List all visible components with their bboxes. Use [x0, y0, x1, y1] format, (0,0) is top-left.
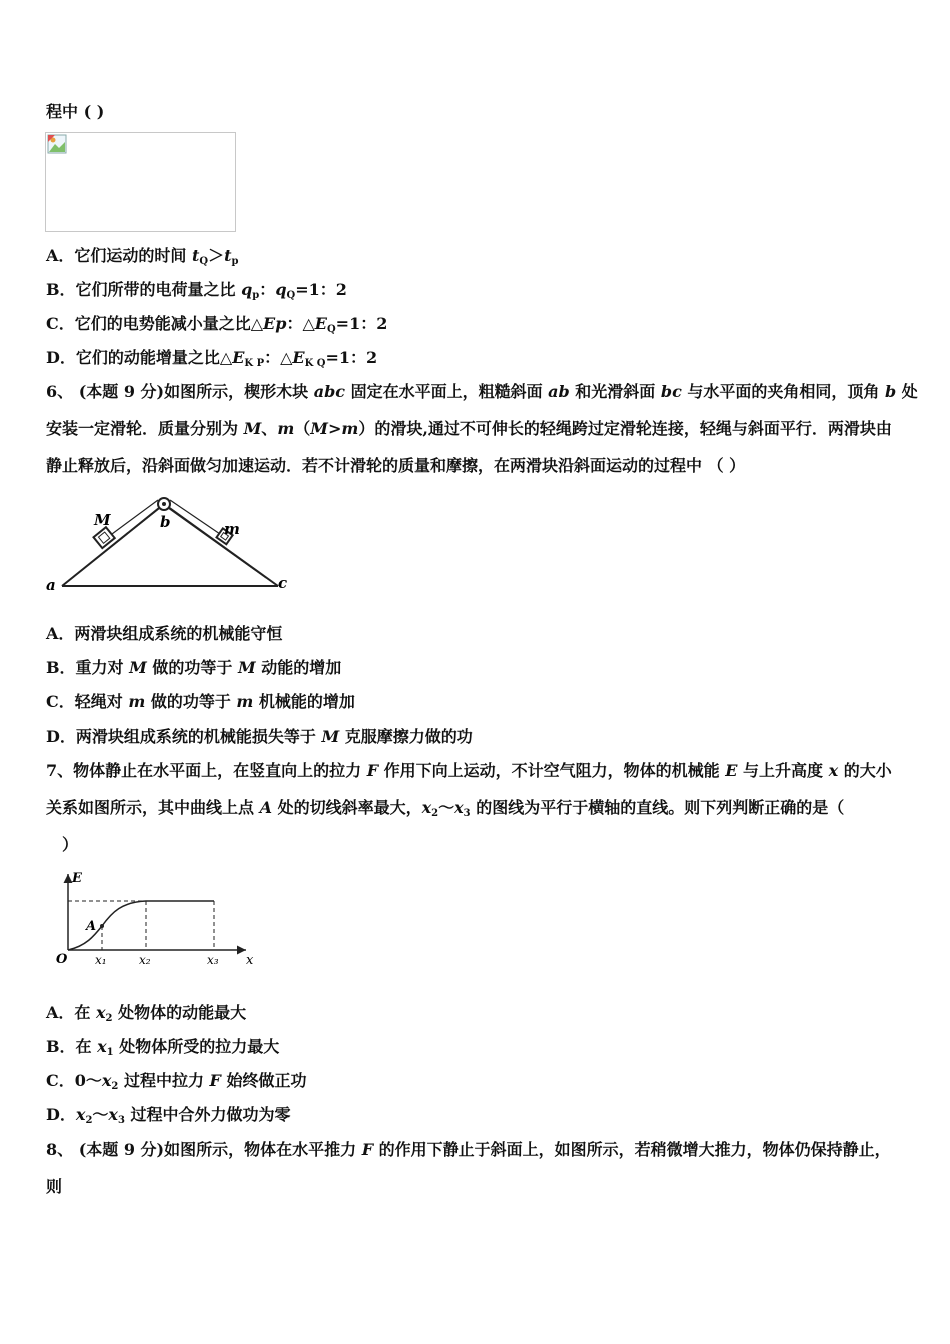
- label-m: m: [224, 520, 240, 538]
- q5-option-c: [46, 314, 387, 340]
- subscript: p: [252, 290, 260, 301]
- option-label: A．它们运动的时间: [46, 246, 192, 265]
- text: 关系如图所示，其中曲线上点: [46, 798, 260, 817]
- point-A: [100, 924, 104, 928]
- incline-bc-inner: [168, 508, 266, 578]
- var: F: [209, 1071, 221, 1090]
- subscript: 2: [85, 1115, 93, 1126]
- text: 8、 (本题 9 分)如图所示，物体在水平推力: [46, 1140, 362, 1159]
- option-label: C．它们的电势能减小量之比△: [46, 314, 264, 333]
- text: 则: [46, 1177, 63, 1196]
- label-b: b: [160, 513, 171, 531]
- text: 始终做正功: [220, 1071, 307, 1090]
- var: x: [108, 1105, 118, 1124]
- var: x: [96, 1003, 106, 1022]
- ratio: =1：2: [325, 348, 378, 367]
- var: E: [725, 761, 738, 780]
- text: 的滑块,通过不可伸长的轻绳跨过定滑轮连接，轻绳与斜面平行．两滑块由: [374, 419, 892, 438]
- var: x: [101, 1071, 112, 1090]
- text: C．0～: [46, 1071, 102, 1090]
- q7-stem-line-2: [46, 798, 844, 824]
- fragment-text: 程中 ( ): [46, 102, 105, 121]
- text: ）: [358, 419, 375, 438]
- q7-stem-line-1: [46, 761, 892, 781]
- q7-option-c: [46, 1071, 306, 1097]
- var: M: [321, 727, 340, 746]
- var: M: [237, 658, 256, 677]
- subscript: 2: [111, 1081, 119, 1092]
- ratio: =1：2: [295, 280, 347, 299]
- var: m: [128, 692, 146, 711]
- text: 静止释放后，沿斜面做匀加速运动．若不计滑轮的质量和摩擦，在两滑块沿斜面运动的过程中 （ ）: [46, 456, 746, 475]
- var: m: [277, 419, 295, 438]
- label-a: a: [46, 576, 56, 594]
- option-label: B．它们所带的电荷量之比: [46, 280, 242, 299]
- var: E: [314, 314, 327, 333]
- q6-option-b: [46, 658, 341, 678]
- operator: ＞: [208, 246, 225, 265]
- q5-option-d: [46, 348, 377, 374]
- subscript: Q: [199, 256, 209, 267]
- var: x: [97, 1037, 107, 1056]
- text: 的作用下静止于斜面上，如图所示，若稍微增大推力，物体仍保持静止，: [373, 1140, 891, 1159]
- text: 机械能的增加: [253, 692, 355, 711]
- operator: ：△: [286, 314, 315, 333]
- text: 的图线为平行于横轴的直线。则下列判断正确的是（: [470, 798, 845, 817]
- text: ～: [92, 1105, 109, 1124]
- text: 做的功等于: [146, 658, 238, 677]
- text: C．轻绳对: [46, 692, 129, 711]
- q7-option-d: [46, 1105, 291, 1131]
- text: ）: [62, 835, 79, 854]
- var: t: [192, 246, 200, 265]
- var: F: [361, 1140, 374, 1159]
- label-M: M: [94, 511, 111, 529]
- var: abc: [313, 382, 345, 401]
- subscript: p: [231, 256, 239, 267]
- var: m: [236, 692, 254, 711]
- wedge-side-bc: [164, 504, 278, 586]
- var: A: [259, 798, 272, 817]
- text: 与水平面的夹角相同，顶角: [681, 382, 885, 401]
- var: M>m: [310, 419, 359, 438]
- subscript: 3: [117, 1115, 125, 1126]
- incline-ab-inner: [72, 508, 160, 578]
- q6-stem-line-2: [46, 419, 892, 439]
- text: 处物体所受的拉力最大: [113, 1037, 280, 1056]
- option-label: A．两滑块组成系统的机械能守恒: [46, 624, 283, 643]
- x-label: x: [246, 953, 254, 968]
- var: q: [241, 280, 253, 299]
- q8-stem-line-2: [46, 1177, 62, 1197]
- subscript: K P: [244, 358, 265, 369]
- rope-right: [170, 500, 220, 534]
- q7-option-a: [46, 1003, 246, 1029]
- var: M: [243, 419, 262, 438]
- text: 处: [896, 382, 918, 401]
- text: D．: [46, 1105, 76, 1124]
- text: B．在: [46, 1037, 98, 1056]
- q5-option-b: [46, 280, 347, 306]
- subscript: K Q: [304, 358, 326, 369]
- operator: ：△: [264, 348, 293, 367]
- option-label: D．它们的动能增量之比△: [46, 348, 233, 367]
- var: M: [129, 658, 147, 677]
- var: E: [232, 348, 245, 367]
- text: 处物体的动能最大: [112, 1003, 247, 1022]
- subscript: 3: [463, 808, 471, 819]
- rope-left: [112, 500, 158, 534]
- subscript: 2: [431, 808, 439, 819]
- text: ～: [438, 798, 455, 817]
- subscript: 2: [105, 1013, 113, 1024]
- tick-x2: x₂: [139, 953, 151, 967]
- subscript: Q: [286, 290, 296, 301]
- var: x: [421, 798, 432, 817]
- q6-stem-line-1: [46, 382, 918, 402]
- subscript: 1: [106, 1047, 114, 1058]
- label-c: c: [278, 574, 288, 592]
- broken-image-icon: [47, 134, 67, 154]
- tick-x1: x₁: [95, 953, 107, 967]
- subscript: Q: [326, 324, 336, 335]
- operator: ：: [259, 280, 276, 299]
- text: 过程中拉力: [118, 1071, 210, 1090]
- var: b: [884, 382, 897, 401]
- q6-option-d: [46, 727, 473, 747]
- text: B．重力对: [46, 658, 130, 677]
- ratio: =1：2: [335, 314, 388, 333]
- q7-energy-graph: [50, 866, 256, 970]
- text: 、: [261, 419, 278, 438]
- question-5-image-placeholder: [45, 132, 236, 232]
- question-fragment: [46, 102, 104, 122]
- var: E: [292, 348, 305, 367]
- text: 做的功等于: [145, 692, 237, 711]
- y-label: E: [72, 871, 82, 886]
- origin-label: O: [56, 952, 68, 967]
- q6-wedge-figure: [44, 488, 294, 594]
- var: t: [224, 246, 232, 265]
- q8-stem-line-1: [46, 1140, 891, 1160]
- text: 克服摩擦力做的功: [339, 727, 473, 746]
- var: x: [75, 1105, 86, 1124]
- q7-stem-line-3: [62, 835, 78, 855]
- q6-stem-line-3: [46, 456, 745, 476]
- var: bc: [660, 382, 682, 401]
- text: A．在: [46, 1003, 96, 1022]
- var: ab: [548, 382, 570, 401]
- text: 6、 (本题 9 分)如图所示，楔形木块: [46, 382, 314, 401]
- tick-x3: x₃: [207, 953, 219, 967]
- var: x: [828, 761, 839, 780]
- text: 和光滑斜面: [569, 382, 661, 401]
- text: 过程中合外力做功为零: [124, 1105, 291, 1124]
- var: q: [275, 280, 287, 299]
- text: 处的切线斜率最大，: [272, 798, 422, 817]
- text: 作用下向上运动，不计空气阻力，物体的机械能: [378, 761, 726, 780]
- q7-option-b: [46, 1037, 279, 1063]
- text: D．两滑块组成系统的机械能损失等于: [46, 727, 322, 746]
- text: （: [294, 419, 311, 438]
- q6-option-a: [46, 624, 282, 644]
- q5-option-a: [46, 246, 239, 272]
- var: F: [366, 761, 379, 780]
- text: 安装一定滑轮．质量分别为: [46, 419, 244, 438]
- var: Ep: [263, 314, 287, 333]
- q6-option-c: [46, 692, 355, 712]
- text: 与上升高度: [737, 761, 829, 780]
- text: 7、物体静止在水平面上，在竖直向上的拉力: [46, 761, 367, 780]
- point-A-label: A: [86, 919, 97, 934]
- var: x: [454, 798, 464, 817]
- text: 固定在水平面上，粗糙斜面: [345, 382, 549, 401]
- text: 动能的增加: [255, 658, 342, 677]
- text: 的大小: [838, 761, 892, 780]
